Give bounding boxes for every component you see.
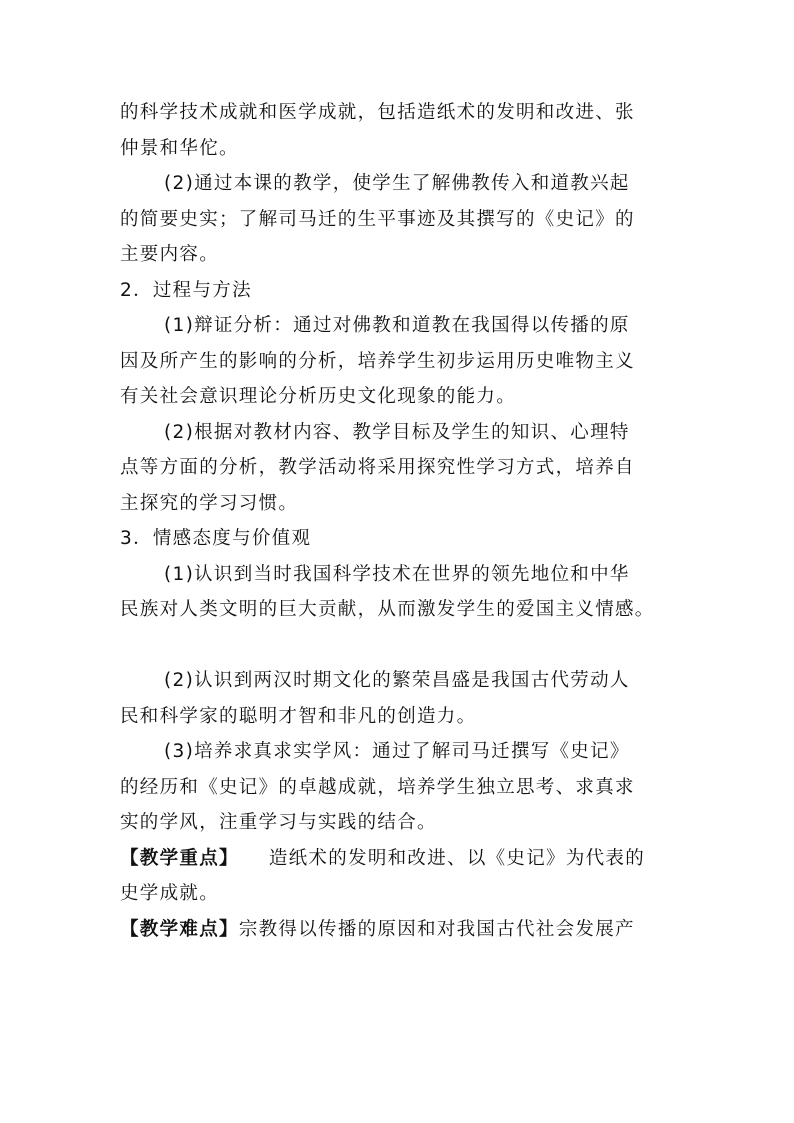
text-line: 的科学技术成就和医学成就，包括造纸术的发明和改进、张: [120, 102, 635, 123]
text-line: (1)认识到当时我国科学技术在世界的领先地位和中华: [164, 563, 630, 585]
section-heading: 2．过程与方法: [120, 279, 252, 301]
text-line: 主要内容。: [120, 244, 220, 265]
text-line: (2)根据对教材内容、教学目标及学生的知识、心理特: [164, 421, 630, 443]
text-line: 史学成就。: [120, 883, 220, 904]
text-line: 因及所产生的影响的分析，培养学生初步运用历史唯物主义: [120, 350, 635, 372]
text-line: 仲景和华佗。: [120, 137, 239, 159]
key-point-line: [120, 846, 676, 882]
document-page: [120, 100, 676, 952]
text-line: 的简要史实；了解司马迁的生平事迹及其撰写的《史记》的: [120, 208, 635, 230]
difficult-point-label: 【教学难点】: [120, 918, 239, 940]
paragraph-gap: [120, 633, 676, 669]
text-line: 民族对人类文明的巨大贡献，从而激发学生的爱国主义情感。: [120, 599, 655, 620]
text-line: (2)通过本课的教学，使学生了解佛教传入和道教兴起: [164, 173, 630, 194]
text-line: (3)培养求真求实学风：通过了解司马迁撰写《史记》: [164, 741, 630, 762]
text-line: 实的学风，注重学习与实践的结合。: [120, 812, 437, 833]
text-line: 的经历和《史记》的卓越成就，培养学生独立思考、求真求: [120, 776, 635, 798]
text-line: (1)辩证分析：通过对佛教和道教在我国得以传播的原: [164, 315, 630, 336]
section-heading: 3．情感态度与价值观: [120, 528, 312, 549]
key-point-label: 【教学重点】: [120, 847, 239, 869]
difficult-point-text: 宗教得以传播的原因和对我国古代社会发展产: [238, 918, 635, 940]
text-line: 主探究的学习习惯。: [120, 492, 299, 514]
difficult-point-line: [120, 917, 676, 953]
key-point-text: 造纸术的发明和改进、以《史记》为代表的: [268, 847, 646, 869]
text-line: 民和科学家的聪明才智和非凡的创造力。: [120, 705, 477, 727]
text-line: 有关社会意识理论分析历史文化现象的能力。: [120, 386, 517, 407]
text-line: 点等方面的分析，教学活动将采用探究性学习方式，培养自: [120, 457, 635, 478]
text-line: (2)认识到两汉时期文化的繁荣昌盛是我国古代劳动人: [164, 670, 630, 691]
